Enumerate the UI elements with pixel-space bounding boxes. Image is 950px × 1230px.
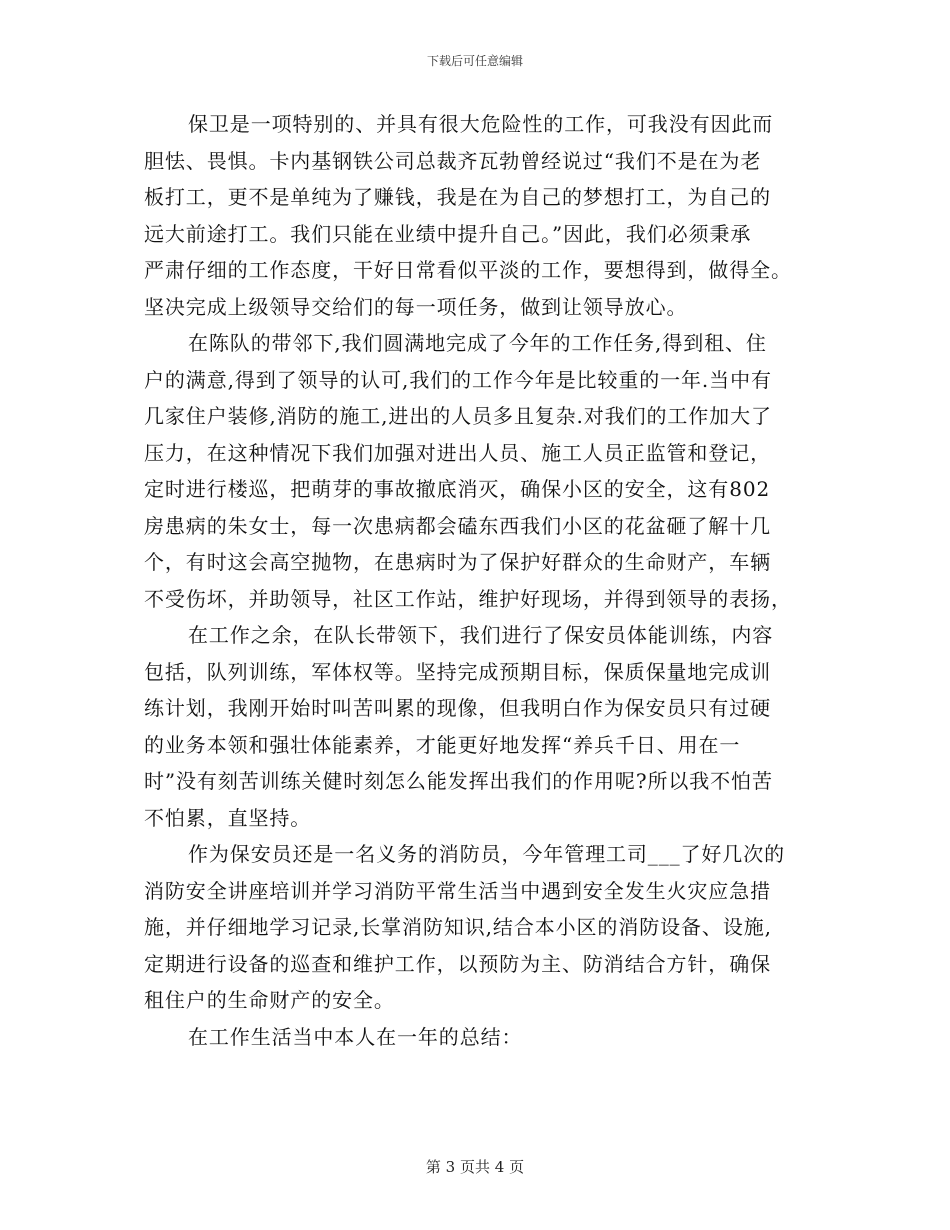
text-line: 远大前途打工。我们只能在业绩中提升自己。”因此，我们必须秉承 — [144, 221, 752, 246]
text-line: 几家住户装修,消防的施工,进出的人员多且复杂.对我们的工作加大了 — [144, 404, 772, 428]
text-line: 个，有时这会高空抛物，在患病时为了保护好群众的生命财产，车辆 — [144, 550, 771, 574]
text-line: 保卫是一项特别的、并具有很大危险性的工作，可我没有因此而 — [188, 112, 774, 136]
text-line: 在陈队的带邻下,我们圆满地完成了今年的工作任务,得到租、住 — [188, 331, 767, 355]
text-line: 的业务本领和强壮体能素养，才能更好地发挥“养兵千日、用在一 — [144, 732, 741, 757]
page-header: 下载后可任意编辑 — [426, 54, 523, 68]
page-footer: 第 3 页共 4 页 — [425, 1158, 525, 1176]
text-line: 压力，在这种情况下我们加强对进出人员、施工人员正监管和登记， — [144, 440, 771, 465]
text-line: 时”没有刻苦训练关健时刻怎么能发挥出我们的作用呢?所以我不怕苦 — [144, 769, 773, 793]
text-line: 严肃仔细的工作态度，干好日常看似平淡的工作，要想得到，做得全。 — [144, 258, 792, 282]
text-line: 定时进行楼巡，把萌芽的事故撤底消灭，确保小区的安全，这有802 — [144, 477, 771, 501]
text-line: 板打工，更不是单纯为了赚钱，我是在为自己的梦想打工，为自己的 — [144, 185, 771, 209]
text-line: 施，并仔细地学习记录,长掌消防知识,结合本小区的消防设备、设施, — [144, 915, 772, 939]
text-line: 练计划，我刚开始时叫苦叫累的现像，但我明白作为保安员只有过硬 — [144, 696, 771, 720]
text-line: 在工作之余，在队长带领下，我们进行了保安员体能训练，内容 — [188, 623, 774, 647]
text-line: 户的满意,得到了领导的认可,我们的工作今年是比较重的一年.当中有 — [144, 367, 772, 392]
text-line: 包括，队列训练，军体权等。坚持完成预期目标，保质保量地完成训 — [144, 659, 771, 684]
text-line: 作为保安员还是一名义务的消防员，今年管理工司___了好几次的 — [188, 842, 785, 866]
text-line: 消防安全讲座培训并学习消防平常生活当中遇到安全发生火灾应急措 — [144, 878, 771, 903]
text-line: 不怕累，直坚持。 — [144, 805, 312, 830]
text-line: 不受伤坏，并助领导，社区工作站，维护好现场，并得到领导的表扬， — [144, 586, 792, 611]
text-line: 定期进行设备的巡查和维护工作，以预防为主、防消结合方针，确保 — [144, 951, 771, 976]
text-line: 房患病的朱女士，每一次患病都会磕东西我们小区的花盆砸了解十几 — [144, 513, 771, 538]
text-line: 租住户的生命财产的安全。 — [144, 988, 395, 1012]
text-line: 坚决完成上级领导交给们的每一项任务，做到让领导放心。 — [144, 294, 688, 319]
text-line: 在工作生活当中本人在一年的总结： — [188, 1024, 523, 1049]
document-body — [144, 106, 808, 1055]
text-line: 胆怯、畏惧。卡内基钢铁公司总裁齐瓦勃曾经说过“我们不是在为老 — [144, 148, 762, 173]
